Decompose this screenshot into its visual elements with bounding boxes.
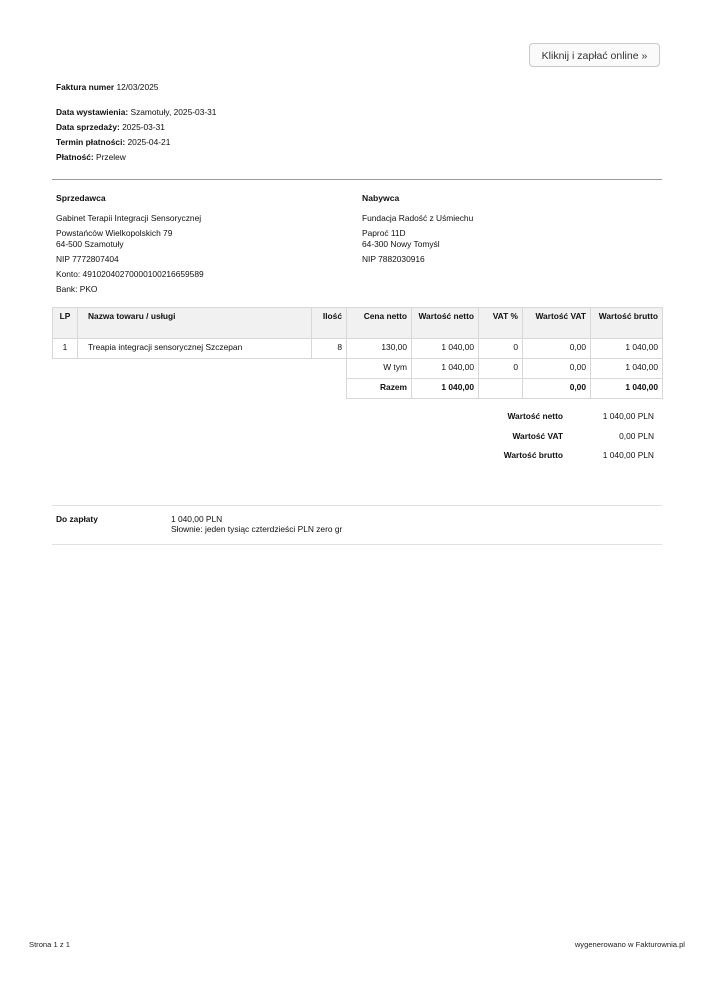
summary-net-label: Wartość netto	[507, 411, 563, 421]
items-table	[52, 307, 663, 399]
to-pay-top-divider	[52, 505, 662, 506]
buyer-title: Nabywca	[362, 193, 400, 203]
col-net-price: Cena netto	[347, 308, 412, 339]
subtotal-net-value: 1 040,00	[412, 359, 479, 379]
header-divider	[52, 179, 662, 180]
total-label: Razem	[347, 379, 412, 399]
due-date	[56, 137, 170, 147]
subtotal-vat-pct: 0	[479, 359, 523, 379]
seller-title: Sprzedawca	[56, 193, 106, 203]
buyer-name: Fundacja Radość z Uśmiechu	[362, 213, 474, 223]
col-vat-pct: VAT %	[479, 308, 523, 339]
generated-by: wygenerowano w Fakturownia.pl	[574, 940, 685, 949]
row-name: Treapia integracji sensorycznej Szczepan	[78, 339, 312, 359]
row-lp: 1	[53, 339, 78, 359]
total-gross-value: 1 040,00	[591, 379, 663, 399]
issue-date	[56, 107, 216, 117]
row-gross-value: 1 040,00	[591, 339, 663, 359]
total-net-value: 1 040,00	[412, 379, 479, 399]
issue-date-label: Data wystawienia:	[56, 107, 129, 117]
sale-date-label: Data sprzedaży:	[56, 122, 120, 132]
due-date-label: Termin płatności:	[56, 137, 126, 147]
col-gross-value: Wartość brutto	[591, 308, 663, 339]
row-vat-pct: 0	[479, 339, 523, 359]
to-pay-bottom-divider	[52, 544, 662, 545]
subtotal-vat-value: 0,00	[523, 359, 591, 379]
col-net-value: Wartość netto	[412, 308, 479, 339]
payment-method-label: Płatność:	[56, 152, 94, 162]
col-qty: Ilość	[312, 308, 347, 339]
summary-vat-label: Wartość VAT	[512, 431, 563, 441]
summary-net-value: 1 040,00 PLN	[602, 411, 654, 421]
to-pay-label: Do zapłaty	[56, 514, 98, 524]
subtotal-row	[53, 359, 663, 379]
page-number: Strona 1 z 1	[29, 940, 70, 949]
seller-bank: Bank: PKO	[56, 284, 98, 294]
row-qty: 8	[312, 339, 347, 359]
to-pay-words: Słownie: jeden tysiąc czterdzieści PLN zero gr	[171, 524, 343, 534]
summary-vat-value: 0,00 PLN	[619, 431, 654, 441]
buyer-nip: NIP 7882030916	[362, 254, 425, 264]
buyer-city: 64-300 Nowy Tomyśl	[362, 239, 440, 249]
sale-date-value: 2025-03-31	[122, 122, 165, 132]
summary-gross-value: 1 040,00 PLN	[602, 450, 654, 460]
row-net-value: 1 040,00	[412, 339, 479, 359]
col-vat-value: Wartość VAT	[523, 308, 591, 339]
invoice-number-label: Faktura numer	[56, 82, 115, 92]
sale-date	[56, 122, 165, 132]
invoice-number-value: 12/03/2025	[116, 82, 159, 92]
subtotal-gross-value: 1 040,00	[591, 359, 663, 379]
total-row	[53, 379, 663, 399]
total-vat-value: 0,00	[523, 379, 591, 399]
due-date-value: 2025-04-21	[127, 137, 171, 147]
table-row	[53, 339, 663, 359]
seller-account: Konto: 49102040270000100216659589	[56, 269, 204, 279]
subtotal-label: W tym	[347, 359, 412, 379]
row-vat-value: 0,00	[523, 339, 591, 359]
col-name: Nazwa towaru / usługi	[78, 308, 312, 339]
buyer-street: Paproć 11D	[362, 228, 406, 238]
pay-online-button[interactable]: Kliknij i zapłać online »	[529, 43, 660, 67]
row-net-price: 130,00	[347, 339, 412, 359]
col-lp: LP	[53, 308, 78, 339]
to-pay-amount: 1 040,00 PLN	[171, 514, 223, 524]
table-header-row	[53, 308, 663, 339]
seller-street: Powstańców Wielkopolskich 79	[56, 228, 173, 238]
seller-city: 64-500 Szamotuły	[56, 239, 124, 249]
summary-gross-label: Wartość brutto	[503, 450, 563, 460]
payment-method-value: Przelew	[96, 152, 126, 162]
seller-name: Gabinet Terapii Integracji Sensorycznej	[56, 213, 202, 223]
issue-date-value: Szamotuły, 2025-03-31	[130, 107, 217, 117]
seller-nip: NIP 7772807404	[56, 254, 119, 264]
payment-method	[56, 152, 126, 162]
invoice-number	[56, 82, 158, 92]
